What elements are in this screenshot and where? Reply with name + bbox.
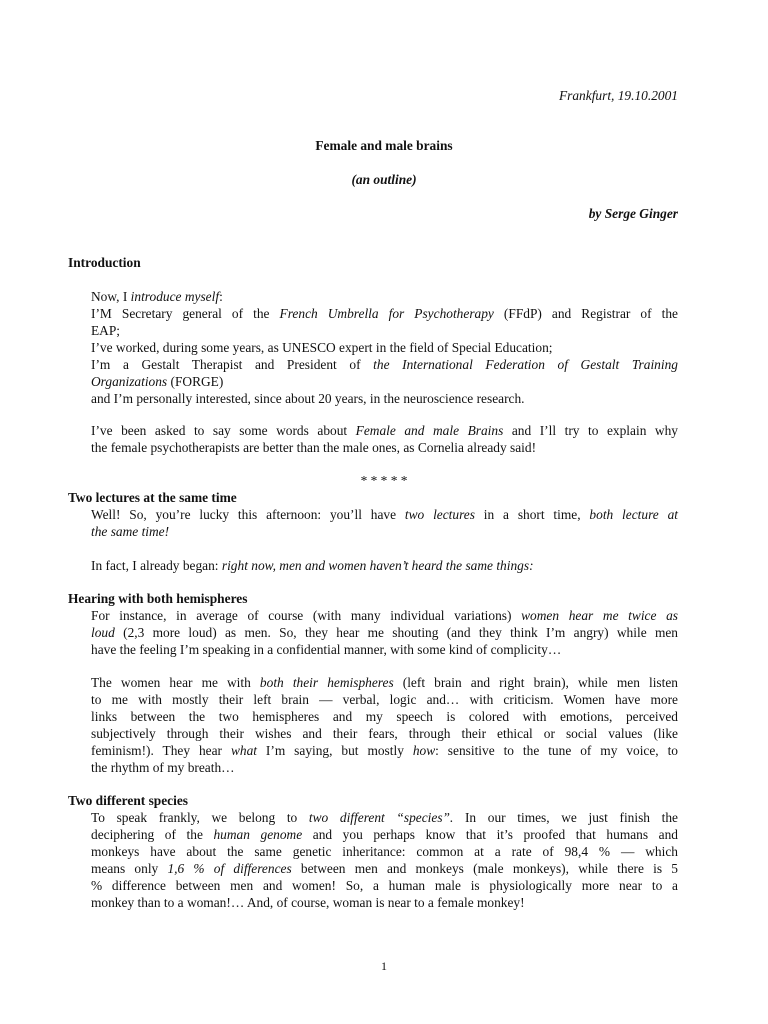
hemispheres-line: For instance, in average of course (with many individual variations) women hear me twice as (91, 608, 678, 623)
intro-line: the female psychotherapists are better than the male ones, as Cornelia already said! (91, 440, 537, 455)
intro-paragraph-2 (91, 422, 678, 456)
two-lectures-paragraph (91, 506, 678, 540)
heading-hemispheres: Hearing with both hemispheres (68, 591, 248, 606)
hemispheres-paragraph (91, 607, 678, 658)
intro-line: I’M Secretary general of the French Umbrella for Psychotherapy (FFdP) and Registrar of the (91, 306, 678, 321)
hemispheres-line: links between the two hemispheres and my speech is colored with emotions, perceived (91, 709, 678, 724)
author-line: by Serge Ginger (588, 206, 678, 221)
two-lectures-line: Well! So, you’re lucky this afternoon: you’ll have two lectures in a short time, both lecture at (91, 507, 678, 522)
two-lectures-line: In fact, I already began: right now, men and women haven’t heard the same things: (91, 558, 534, 573)
species-line: To speak frankly, we belong to two different “species”. In our times, we just finish the (91, 810, 679, 825)
two-lectures-paragraph-2 (91, 557, 678, 574)
species-line: % difference between men and women! So, a human male is physiologically more near to a (91, 878, 678, 893)
page-number: 1 (381, 959, 387, 973)
intro-line: I’ve worked, during some years, as UNESCO expert in the field of Special Education; (91, 340, 553, 355)
hemispheres-line: subjectively through their wishes and their fears, through their ethical or social values (like (91, 726, 678, 741)
species-line: means only 1,6 % of differences between men and monkeys (male monkeys), while there is 5 (91, 861, 678, 876)
hemispheres-line: to me with mostly their left brain — verbal, logic and… with criticism. Women have more (91, 692, 678, 707)
intro-line: Organizations (FORGE) (91, 374, 224, 389)
species-line: deciphering of the human genome and you perhaps know that it’s proofed that humans and (91, 827, 678, 842)
section-separator: * * * * * (360, 473, 408, 488)
heading-introduction: Introduction (68, 255, 141, 270)
species-paragraph (91, 809, 678, 911)
intro-line: EAP; (91, 323, 121, 338)
hemispheres-line: have the feeling I’m speaking in a confidential manner, with some kind of complicity… (91, 642, 562, 657)
hemispheres-paragraph-2 (91, 674, 678, 776)
heading-species: Two different species (68, 793, 188, 808)
intro-line: and I’m personally interested, since about 20 years, in the neuroscience research. (91, 391, 525, 406)
hemispheres-line: the rhythm of my breath… (91, 760, 235, 775)
heading-two-lectures: Two lectures at the same time (68, 490, 237, 505)
hemispheres-line: The women hear me with both their hemispheres (left brain and right brain), while men listen (91, 675, 678, 690)
document-title: Female and male brains (315, 138, 453, 153)
two-lectures-line: the same time! (91, 524, 170, 539)
intro-paragraph (91, 288, 678, 407)
intro-line: Now, I introduce myself: (91, 289, 223, 304)
place-date: Frankfurt, 19.10.2001 (558, 88, 678, 103)
hemispheres-line: loud (2,3 more loud) as men. So, they hear me shouting (and they think I’m angry) while men (91, 625, 678, 640)
species-line: monkey than to a woman!… And, of course, woman is near to a female monkey! (91, 895, 525, 910)
document-subtitle: (an outline) (351, 172, 417, 187)
species-line: monkeys have about the same genetic inheritance: common at a rate of 98,4 % — which (91, 844, 678, 859)
hemispheres-line: feminism!). They hear what I’m saying, but mostly how: sensitive to the tune of my voice, to (91, 743, 678, 758)
intro-line: I’m a Gestalt Therapist and President of the International Federation of Gestalt Training (91, 357, 678, 372)
intro-line: I’ve been asked to say some words about Female and male Brains and I’ll try to explain why (91, 423, 678, 438)
